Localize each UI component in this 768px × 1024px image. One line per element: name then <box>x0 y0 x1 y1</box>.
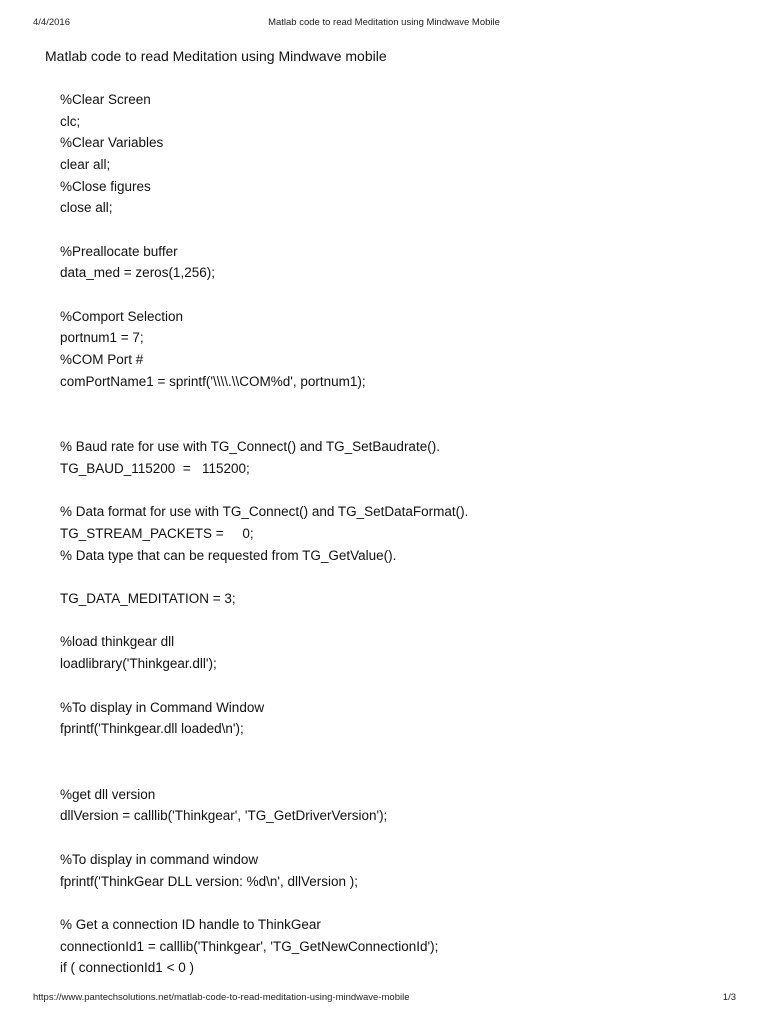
code-line: %COM Port # <box>60 352 144 367</box>
code-line: data_med = zeros(1,256); <box>60 265 215 280</box>
code-line: connectionId1 = calllib('Thinkgear', 'TG_GetNewConnectionId'); <box>60 939 439 954</box>
source-url: https://www.pantechsolutions.net/matlab-code-to-read-meditation-using-mindwave-mobile <box>33 992 410 1003</box>
code-line: fprintf('ThinkGear DLL version: %d\n', dllVersion ); <box>60 874 359 889</box>
code-line: close all; <box>60 200 113 215</box>
code-line: % Data type that can be requested from TG_GetValue(). <box>60 548 397 563</box>
code-line: % Baud rate for use with TG_Connect() and TG_SetBaudrate(). <box>60 439 440 454</box>
code-line: %Close figures <box>60 179 151 194</box>
code-line: TG_STREAM_PACKETS = 0; <box>60 526 254 541</box>
code-line: loadlibrary('Thinkgear.dll'); <box>60 656 217 671</box>
code-line: comPortName1 = sprintf('\\\\.\\COM%d', portnum1); <box>60 374 366 389</box>
print-date: 4/4/2016 <box>33 17 70 28</box>
code-line: %Comport Selection <box>60 309 184 324</box>
code-line: %To display in command window <box>60 852 259 867</box>
document-title: Matlab code to read Meditation using Mindwave mobile <box>45 48 387 64</box>
code-line: fprintf('Thinkgear.dll loaded\n'); <box>60 721 244 736</box>
code-line: %Clear Screen <box>60 92 151 107</box>
code-line: clc; <box>60 114 81 129</box>
code-line: if ( connectionId1 < 0 ) <box>60 960 194 975</box>
code-line: portnum1 = 7; <box>60 330 144 345</box>
code-line: TG_DATA_MEDITATION = 3; <box>60 591 236 606</box>
code-line: %Preallocate buffer <box>60 244 178 259</box>
code-line: dllVersion = calllib('Thinkgear', 'TG_GetDriverVersion'); <box>60 808 388 823</box>
print-header-title: Matlab code to read Meditation using Mindwave Mobile <box>268 17 500 28</box>
code-line: clear all; <box>60 157 111 172</box>
code-line: %get dll version <box>60 787 156 802</box>
code-line: %Clear Variables <box>60 135 164 150</box>
code-line: % Get a connection ID handle to ThinkGear <box>60 917 321 932</box>
code-line: %To display in Command Window <box>60 700 265 715</box>
code-line: %load thinkgear dll <box>60 634 175 649</box>
code-line: % Data format for use with TG_Connect() and TG_SetDataFormat(). <box>60 504 469 519</box>
code-line: TG_BAUD_115200 = 115200; <box>60 461 250 476</box>
page-number: 1/3 <box>722 992 736 1003</box>
